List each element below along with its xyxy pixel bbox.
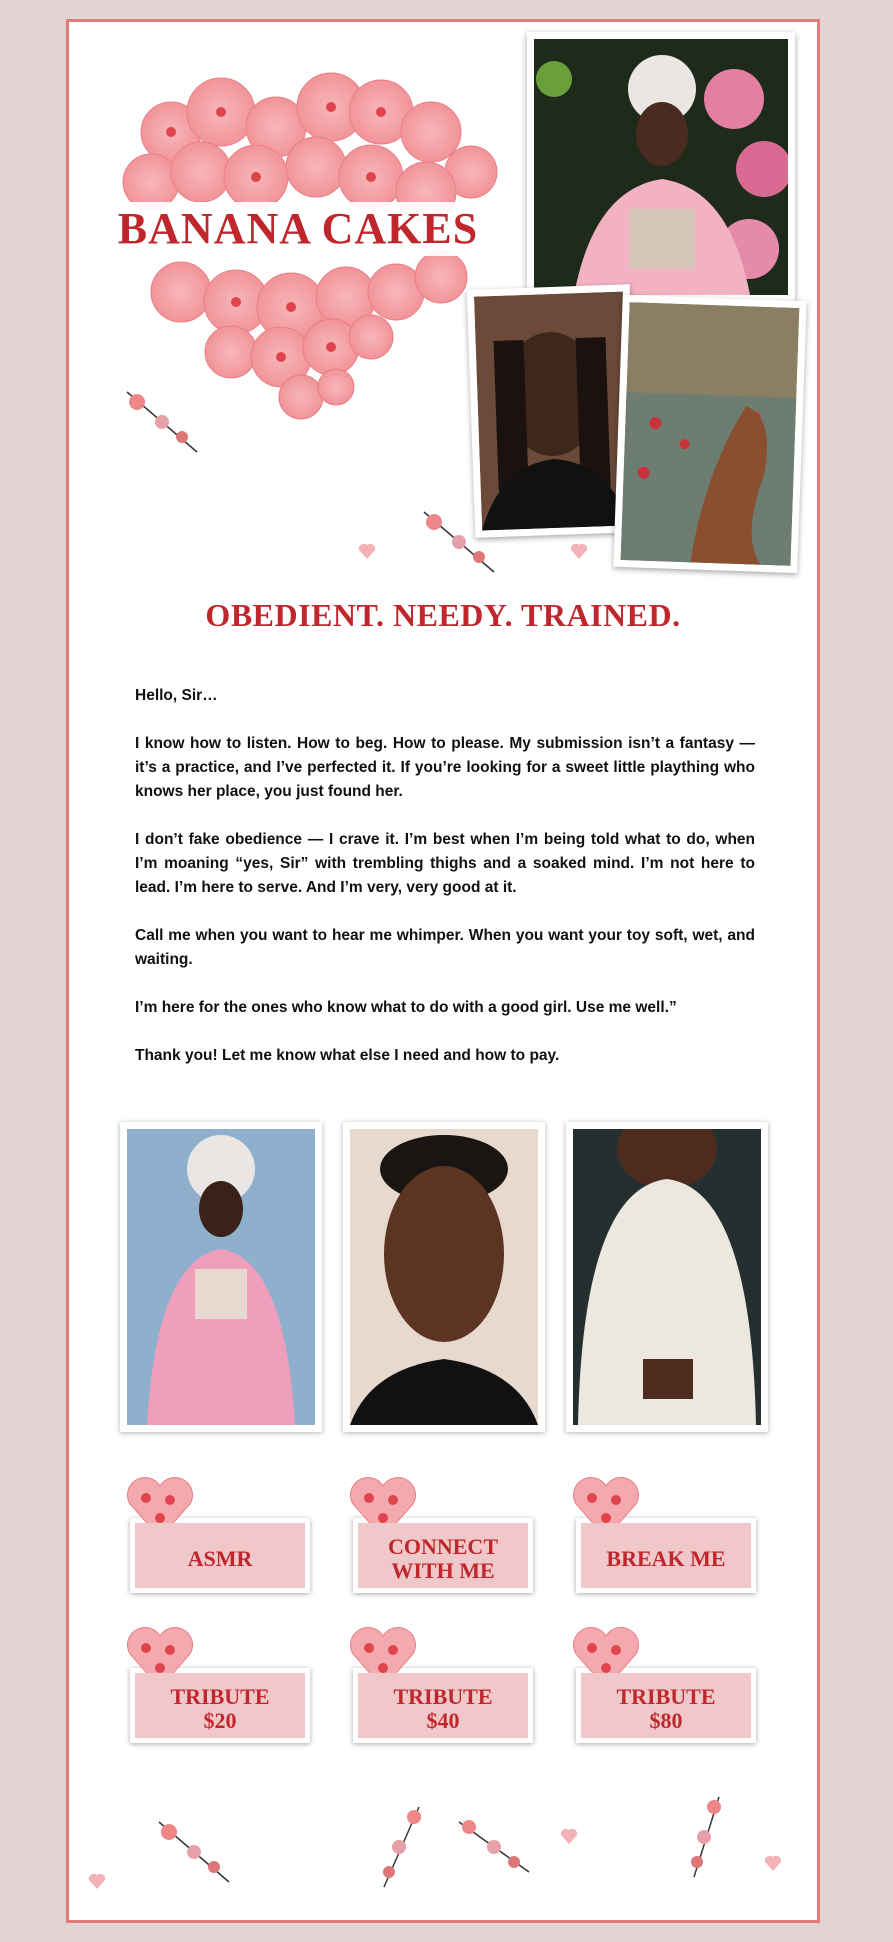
tribute-80-button-label: TRIBUTE $80 <box>581 1673 751 1738</box>
connect-with-me-button[interactable] <box>353 1518 533 1593</box>
flower-sprig-icon <box>149 1812 239 1892</box>
petal-heart-icon <box>569 542 589 560</box>
message-paragraph: I know how to listen. How to beg. How to please. My submission isn’t a fantasy — it’s a practice, and I’ve perfected it. If you’re looking for a sweet little plaything who knows her place, you just found her. <box>135 735 755 800</box>
tribute-80-button[interactable] <box>576 1668 756 1743</box>
asmr-button[interactable] <box>130 1518 310 1593</box>
message-body <box>135 684 755 1092</box>
tribute-20-button-label: TRIBUTE $20 <box>135 1673 305 1738</box>
message-paragraph: Call me when you want to hear me whimper. When you want your toy soft, wet, and waiting. <box>135 927 755 968</box>
flower-sprig-icon <box>369 1802 439 1892</box>
tribute-40-button[interactable] <box>353 1668 533 1743</box>
gallery-photo-portrait <box>343 1122 545 1432</box>
petal-heart-icon <box>357 542 377 560</box>
petal-heart-icon <box>87 1872 107 1890</box>
message-paragraph: Thank you! Let me know what else I need and how to pay. <box>135 1047 560 1064</box>
header-photo-portrait <box>467 284 639 538</box>
brand-title: BANANA CAKES <box>89 202 507 256</box>
header-photo-costume <box>527 32 795 302</box>
flower-sprig-icon <box>669 1792 739 1882</box>
tagline: OBEDIENT. NEEDY. TRAINED. <box>205 597 681 633</box>
break-me-button[interactable] <box>576 1518 756 1593</box>
flower-sprig-icon <box>117 382 207 462</box>
petal-heart-icon <box>763 1854 783 1872</box>
connect-with-me-button-label: CONNECT WITH ME <box>358 1523 528 1588</box>
header-photo-bath <box>613 295 806 573</box>
petal-heart-icon <box>559 1827 579 1845</box>
tribute-40-button-label: TRIBUTE $40 <box>358 1673 528 1738</box>
message-paragraph: I don’t fake obedience — I crave it. I’m best when I’m being told what to do, when I’m moaning “yes, Sir” with trembling thighs and a soaked mind. I’m not here to lead. I’m here to serve. And I’m very, very good at it. <box>135 831 755 896</box>
email-card <box>66 19 820 1923</box>
gallery-photo-shirt <box>566 1122 768 1432</box>
flower-sprig-icon <box>454 1812 534 1882</box>
gallery-photo-costume <box>120 1122 322 1432</box>
message-paragraph: Hello, Sir… <box>135 687 218 704</box>
tribute-20-button[interactable] <box>130 1668 310 1743</box>
message-paragraph: I’m here for the ones who know what to do with a good girl. Use me well.” <box>135 999 677 1016</box>
break-me-button-label: BREAK ME <box>581 1523 751 1588</box>
asmr-button-label: ASMR <box>135 1523 305 1588</box>
flower-sprig-icon <box>414 502 504 582</box>
